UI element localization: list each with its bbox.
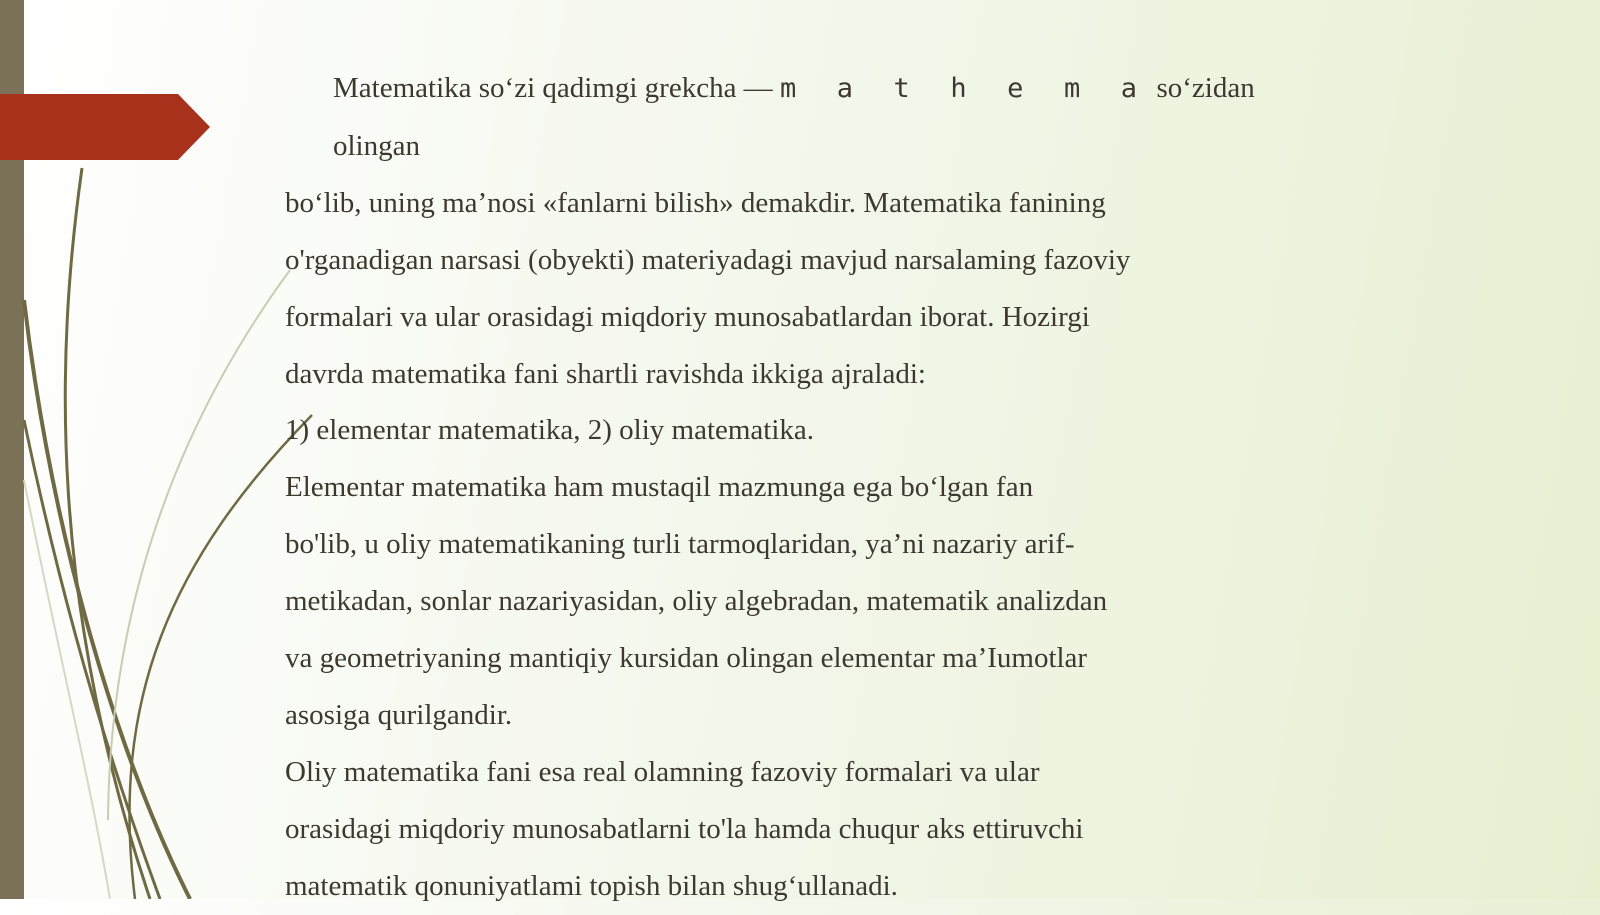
text-line: 1) elementar matematika, 2) oliy matematika. — [285, 414, 815, 447]
text-line: matematik qonuniyatlami topish bilan shug‘ullanadi. — [285, 869, 898, 902]
text-line: davrda matematika fani shartli ravishda ikkiga ajraladi: — [285, 357, 926, 390]
decor-curve-1 — [65, 168, 150, 899]
text-line: Elementar matematika ham mustaqil mazmunga ega bo‘lgan fan — [285, 471, 1034, 504]
text-line: formalari va ular orasidagi miqdoriy munosabatlardan iborat. Hozirgi — [285, 300, 1090, 333]
intro-before: Matematika so‘zi qadimgi grekcha — — [333, 72, 773, 104]
text-line: metikadan, sonlar nazariyasidan, oliy algebradan, matematik analizdan — [285, 585, 1108, 618]
slide-text-body — [285, 60, 1325, 915]
decor-curve-3 — [24, 420, 160, 899]
greek-word: m a t h e m a — [779, 73, 1150, 104]
intro-after: so‘zidan olingan — [333, 72, 1255, 162]
red-arrow-shape — [0, 94, 210, 160]
red-arrow-tab — [0, 94, 210, 160]
text-line: asosiga qurilgandir. — [285, 698, 513, 731]
intro-line — [285, 60, 1325, 175]
text-line: Oliy matematika fani esa real olamning fazoviy formalari va ular — [285, 755, 1040, 788]
text-line: bo'lib, u oliy matematikaning turli tarmoqlaridan, ya’ni nazariy arif- — [285, 528, 1075, 561]
text-line: o'rganadigan narsasi (obyekti) materiyadagi mavjud narsalaming fazoviy — [285, 243, 1131, 276]
text-line: va geometriyaning mantiqiy kursidan olingan elementar ma’Iumotlar — [285, 642, 1088, 675]
text-line: orasidagi miqdoriy munosabatlarni to'la hamda chuqur aks ettiruvchi — [285, 812, 1084, 845]
text-line: bo‘lib, uning ma’nosi «fanlarni bilish» demakdir. Matematika fanining — [285, 186, 1106, 219]
